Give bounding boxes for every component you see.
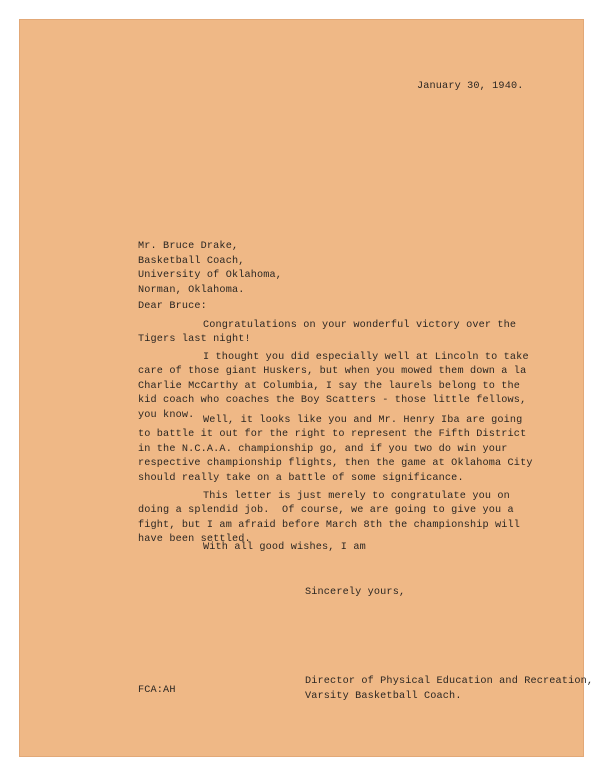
paragraph-1-line: Tigers last night! bbox=[138, 334, 251, 345]
paragraph-4-line: have been settled. bbox=[138, 534, 251, 545]
recipient-address bbox=[138, 240, 282, 298]
paragraph-3-line: should really take on a battle of some significance. bbox=[138, 472, 464, 484]
paragraph-3-body bbox=[138, 428, 533, 486]
paragraph-1-line: Congratulations on your wonderful victory over the bbox=[203, 320, 517, 331]
recipient-line: University of Oklahoma, bbox=[138, 270, 283, 281]
typist-initials: FCA:AH bbox=[138, 685, 176, 696]
paragraph-3-line: respective championship flights, then the game at Oklahoma City bbox=[138, 458, 533, 469]
signature-line: Varsity Basketball Coach. bbox=[305, 690, 462, 702]
paragraph-2-line: care of those giant Huskers, but when you mowed them down a la bbox=[138, 366, 527, 377]
letter-date: January 30, 1940. bbox=[417, 81, 524, 92]
paragraph-4-line: doing a splendid job. Of course, we are going to give you a bbox=[138, 505, 514, 516]
letter-sheet bbox=[20, 20, 594, 756]
paragraph-2-line: kid coach who coaches the Boy Scatters - those little fellows, bbox=[138, 395, 527, 406]
paragraph-2-line: you know. bbox=[138, 409, 195, 421]
closing-line: With all good wishes, I am bbox=[203, 542, 366, 553]
valediction: Sincerely yours, bbox=[305, 587, 406, 598]
paragraph-2-line: I thought you did especially well at Lincoln to take bbox=[203, 352, 529, 363]
signature-line: Director of Physical Education and Recreation, bbox=[305, 676, 594, 687]
signature-block bbox=[305, 675, 593, 704]
recipient-line: Mr. Bruce Drake, bbox=[138, 241, 239, 252]
paragraph-4-line: This letter is just merely to congratulate you on bbox=[203, 491, 510, 502]
paragraph-3-line: in the N.C.A.A. championship go, and if you two do win your bbox=[138, 443, 508, 455]
paragraph-3-line: to battle it out for the right to represent the Fifth District bbox=[138, 429, 527, 440]
salutation: Dear Bruce: bbox=[138, 301, 207, 312]
recipient-line: Basketball Coach, bbox=[138, 255, 245, 267]
paragraph-2-line: Charlie McCarthy at Columbia, I say the laurels belong to the bbox=[138, 380, 521, 392]
recipient-line: Norman, Oklahoma. bbox=[138, 284, 245, 296]
paragraph-3-line: Well, it looks like you and Mr. Henry Iba are going bbox=[203, 415, 523, 426]
paragraph-4-line: fight, but I am afraid before March 8th the championship will bbox=[138, 519, 521, 531]
